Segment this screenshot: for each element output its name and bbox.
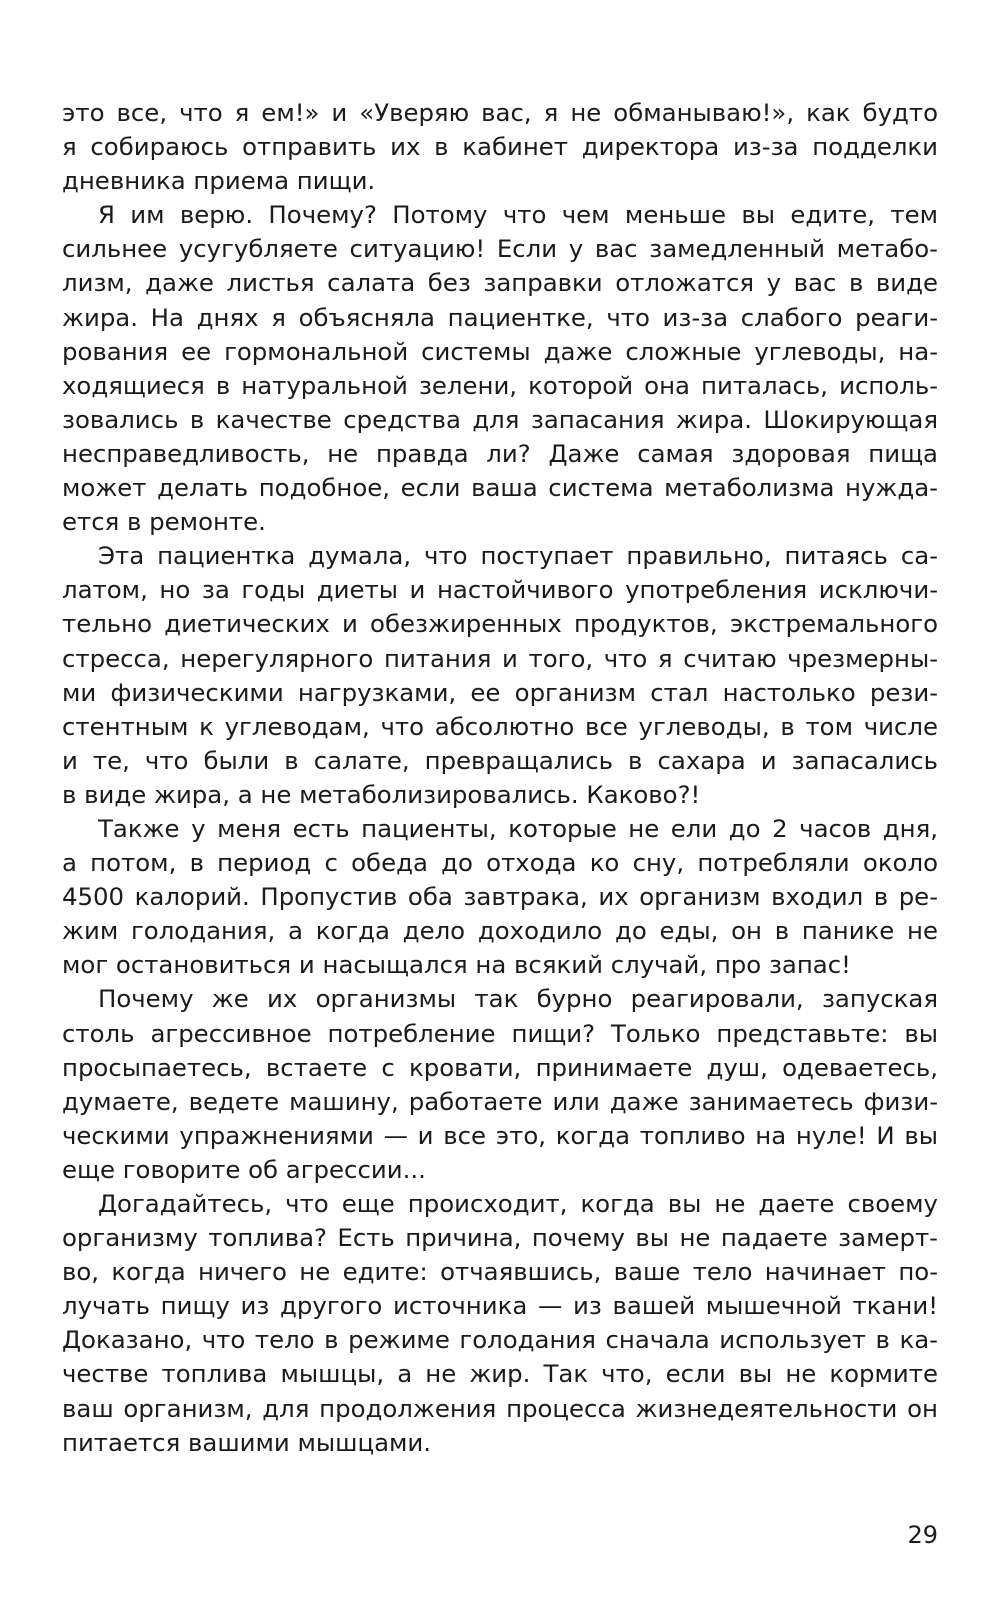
text-line: а потом, в период с обеда до отхода ко сну, потребляли около xyxy=(62,848,938,878)
text-line: 4500 калорий. Пропустив оба завтрака, их организм входил в ре- xyxy=(62,882,938,912)
body-text xyxy=(62,96,938,1460)
paragraph-2 xyxy=(62,198,938,539)
text-line: ется в ремонте. xyxy=(62,507,266,537)
text-line: Эта пациентка думала, что поступает правильно, питаясь са- xyxy=(98,541,938,571)
paragraph-3 xyxy=(62,539,938,812)
text-line: жим голодания, а когда дело доходило до еды, он в панике не xyxy=(62,916,938,946)
text-line: честве топлива мышцы, а не жир. Так что, если вы не кормите xyxy=(62,1359,938,1389)
text-line: и те, что были в салате, превращались в сахара и запасались xyxy=(62,745,938,775)
text-line: несправедливость, не правда ли? Даже самая здоровая пища xyxy=(62,438,938,468)
text-line: еще говорите об агрессии... xyxy=(62,1154,426,1184)
paragraph-4 xyxy=(62,812,938,982)
text-line: Догадайтесь, что еще происходит, когда вы не даете своему xyxy=(98,1189,938,1218)
paragraph-6 xyxy=(62,1187,938,1460)
text-line: рования ее гормональной системы даже сложные углеводы, на- xyxy=(62,336,938,366)
text-line: мог остановиться и насыщался на всякий случай, про запас! xyxy=(62,950,851,980)
text-line: ческими упражнениями — и все это, когда топливо на нуле! И вы xyxy=(62,1120,938,1150)
text-line: думаете, ведете машину, работаете или даже занимаетесь физи- xyxy=(62,1086,938,1116)
text-line: стресса, нерегулярного питания и того, что я считаю чрезмерны- xyxy=(62,643,938,673)
text-line: Доказано, что тело в режиме голодания сначала использует в ка- xyxy=(62,1325,938,1355)
text-line: Также у меня есть пациенты, которые не ели до 2 часов дня, xyxy=(98,813,938,843)
text-line: я собираюсь отправить их в кабинет директора из-за подделки xyxy=(62,132,938,162)
text-line: дневника приема пищи. xyxy=(62,166,376,196)
text-line: сильнее усугубляете ситуацию! Если у вас замедленный метабо- xyxy=(62,234,938,264)
text-line: может делать подобное, если ваша система метаболизма нужда- xyxy=(62,473,938,503)
text-line: ходящиеся в натуральной зелени, которой она питалась, исполь- xyxy=(62,370,938,400)
text-line: питается вашими мышцами. xyxy=(62,1427,432,1457)
text-line: зовались в качестве средства для запасания жира. Шокирующая xyxy=(62,404,938,434)
text-line: Почему же их организмы так бурно реагировали, запуская xyxy=(98,984,938,1014)
text-line: ваш организм, для продолжения процесса жизнедеятельности он xyxy=(62,1393,938,1423)
text-line: ми физическими нагрузками, ее организм стал настолько рези- xyxy=(62,677,938,707)
text-line: тельно диетических и обезжиренных продуктов, экстремального xyxy=(62,609,938,639)
page-number: 29 xyxy=(907,1521,938,1549)
paragraph-1 xyxy=(62,96,938,198)
text-line: лучать пищу из другого источника — из вашей мышечной ткани! xyxy=(62,1291,938,1321)
text-line: стентным к углеводам, что абсолютно все углеводы, в том числе xyxy=(62,711,938,741)
text-line: это все, что я ем!» и «Уверяю вас, я не обманываю!», как будто xyxy=(62,98,938,127)
text-line: организму топлива? Есть причина, почему вы не падаете замерт- xyxy=(62,1223,938,1253)
text-line: в виде жира, а не метаболизировались. Каково?! xyxy=(62,779,701,809)
text-line: во, когда ничего не едите: отчаявшись, ваше тело начинает по- xyxy=(62,1257,938,1287)
text-line: столь агрессивное потребление пищи? Только представьте: вы xyxy=(62,1018,938,1048)
text-line: лизм, даже листья салата без заправки отложатся у вас в виде xyxy=(62,268,938,298)
text-line: Я им верю. Почему? Потому что чем меньше вы едите, тем xyxy=(98,200,938,230)
text-line: просыпаетесь, встаете с кровати, принимаете душ, одеваетесь, xyxy=(62,1052,938,1082)
text-line: латом, но за годы диеты и настойчивого употребления исключи- xyxy=(62,575,938,605)
paragraph-5 xyxy=(62,982,938,1187)
text-line: жира. На днях я объясняла пациентке, что из-за слабого реаги- xyxy=(62,302,938,332)
